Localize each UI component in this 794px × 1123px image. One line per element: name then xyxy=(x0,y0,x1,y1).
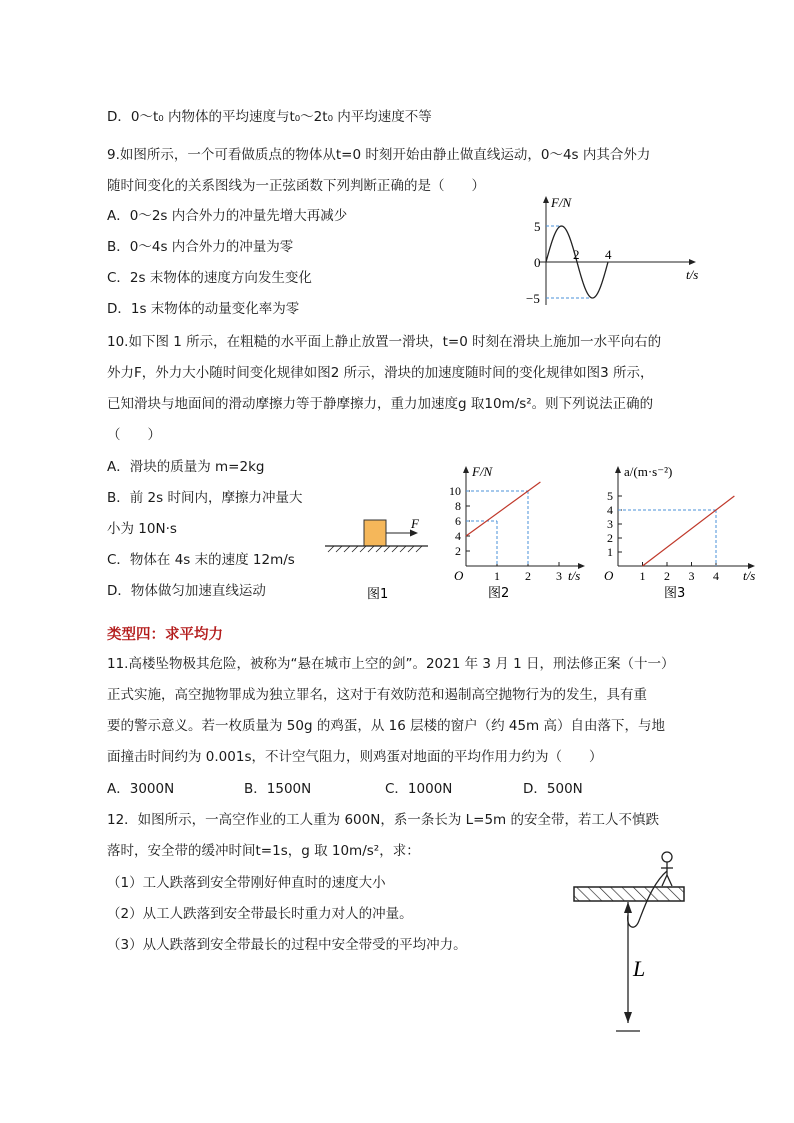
q11-option-a: A．3000N xyxy=(107,781,175,797)
x-tick-label: 2 xyxy=(525,569,531,583)
y-tick-label: −5 xyxy=(526,291,540,306)
figure-2-caption: 图2 xyxy=(488,586,510,601)
q11-stem-line4: 面撞击时间约为 0.001s，不计空气阻力，则鸡蛋对地面的平均作用力约为（ ） xyxy=(107,749,603,765)
q10-option-c: C．物体在 4s 末的速度 12m/s xyxy=(107,552,295,568)
y-tick-label: 4 xyxy=(607,503,613,517)
q10-stem-line2: 外力F，外力大小随时间变化规律如图2 所示，滑块的加速度随时间的变化规律如图3 所示， xyxy=(107,365,654,381)
q9-option-d: D．1s 末物体的动量变化率为零 xyxy=(107,301,300,317)
q8-option-d: D．0～t₀ 内物体的平均速度与t₀～2t₀ 内平均速度不等 xyxy=(107,109,432,125)
x-tick-label: 4 xyxy=(713,569,719,583)
length-arrow-bottom xyxy=(624,1012,632,1023)
x-tick-label: 2 xyxy=(573,247,580,262)
y-axis-arrow xyxy=(615,466,621,473)
sine-force-chart xyxy=(510,195,710,315)
x-tick-label: 1 xyxy=(639,569,646,583)
figure-3-accel-chart xyxy=(598,462,773,602)
worker-safety-belt-figure xyxy=(568,845,693,1040)
x-axis-label: t/s xyxy=(686,267,699,282)
q10-option-b-line2: 小为 10N·s xyxy=(107,521,177,537)
q10-stem-line1: 10.如下图 1 所示，在粗糙的水平面上静止放置一滑块，t=0 时刻在滑块上施加一水平向右的 xyxy=(107,334,662,350)
q10-option-a: A．滑块的质量为 m=2kg xyxy=(107,459,265,475)
x-tick-label: 3 xyxy=(556,569,562,583)
y-axis-arrow xyxy=(463,466,469,473)
x-axis-label: t/s xyxy=(568,568,581,583)
q11-stem-line2: 正式实施，高空抛物罪成为独立罪名，这对于有效防范和遏制高空抛物行为的发生，具有重 xyxy=(107,687,647,703)
q12-sub3: （3）从人跌落到安全带最长的过程中安全带受的平均冲力。 xyxy=(107,937,467,953)
force-label: F xyxy=(411,516,419,531)
origin-label: O xyxy=(454,568,464,583)
floor-hatch xyxy=(328,546,422,552)
q11-stem-line1: 11.高楼坠物极其危险，被称为“悬在城市上空的剑”。2021 年 3 月 1 日，刑法修正案（十一） xyxy=(107,656,675,672)
q11-option-d: D．500N xyxy=(523,781,583,797)
y-tick-label: 8 xyxy=(455,499,461,513)
origin-label: 0 xyxy=(534,255,541,270)
block xyxy=(364,520,386,546)
y-tick-label: 4 xyxy=(455,529,461,543)
section-heading: 类型四：求平均力 xyxy=(107,627,223,643)
y-tick-label: 2 xyxy=(607,531,613,545)
platform xyxy=(574,887,684,901)
x-tick-label: 2 xyxy=(664,569,670,583)
x-tick-label: 4 xyxy=(605,247,612,262)
y-tick-label: 6 xyxy=(455,514,461,528)
q12-sub2: （2）从工人跌落到安全带最长时重力对人的冲量。 xyxy=(107,906,413,922)
q12-sub1: （1）工人跌落到安全带刚好伸直时的速度大小 xyxy=(107,875,386,891)
y-tick-label: 3 xyxy=(607,517,613,531)
q10-option-d: D．物体做匀加速直线运动 xyxy=(107,583,266,599)
figure-3-caption: 图3 xyxy=(664,586,686,601)
q12-stem-line2: 落时，安全带的缓冲时间t=1s，g 取 10m/s²，求： xyxy=(107,843,420,859)
x-axis-arrow xyxy=(689,259,696,265)
y-tick-label: 1 xyxy=(607,545,613,559)
x-tick-label: 1 xyxy=(494,569,500,583)
figure-1-caption: 图1 xyxy=(367,587,389,602)
q9-stem-line1: 9.如图所示，一个可看做质点的物体从t=0 时刻开始由静止做直线运动，0～4s 内其合外力 xyxy=(107,147,651,163)
q9-option-a: A．0～2s 内合外力的冲量先增大再减少 xyxy=(107,208,348,224)
y-tick-label: 5 xyxy=(534,219,541,234)
y-tick-label: 5 xyxy=(607,489,613,503)
q10-stem-line4: （ ） xyxy=(107,427,161,443)
q11-option-c: C．1000N xyxy=(385,781,453,797)
figure-2-force-chart xyxy=(448,462,598,602)
q10-option-b-line1: B．前 2s 时间内，摩擦力冲量大 xyxy=(107,490,303,506)
y-axis-label: a/(m·s⁻²) xyxy=(624,464,673,479)
q11-option-b: B．1500N xyxy=(244,781,312,797)
x-tick-label: 3 xyxy=(688,569,695,583)
series-line xyxy=(643,496,735,566)
q9-option-c: C．2s 末物体的速度方向发生变化 xyxy=(107,270,312,286)
y-tick-label: 10 xyxy=(449,484,461,498)
q10-stem-line3: 已知滑块与地面间的滑动摩擦力等于静摩擦力，重力加速度g 取10m/s²。则下列说法正确的 xyxy=(107,396,654,412)
series-line xyxy=(466,482,540,536)
y-axis-arrow xyxy=(543,196,549,203)
y-axis-label: F/N xyxy=(551,195,572,210)
q9-stem-line2: 随时间变化的关系图线为一正弦函数下列判断正确的是（ ） xyxy=(107,178,485,194)
x-axis-label: t/s xyxy=(743,568,756,583)
length-arrow-top xyxy=(624,902,632,913)
q11-stem-line3: 要的警示意义。若一枚质量为 50g 的鸡蛋，从 16 层楼的窗户（约 45m 高）自由落下，与地 xyxy=(107,718,666,734)
y-tick-label: 2 xyxy=(455,544,461,558)
figure-1-block xyxy=(320,510,435,610)
q9-option-b: B．0～4s 内合外力的冲量为零 xyxy=(107,239,294,255)
q12-stem-line1: 12．如图所示，一高空作业的工人重为 600N，系一条长为 L=5m 的安全带，若工人不慎跌 xyxy=(107,812,659,828)
y-axis-label: F/N xyxy=(472,464,493,479)
origin-label: O xyxy=(604,568,614,583)
length-label: L xyxy=(633,956,646,981)
